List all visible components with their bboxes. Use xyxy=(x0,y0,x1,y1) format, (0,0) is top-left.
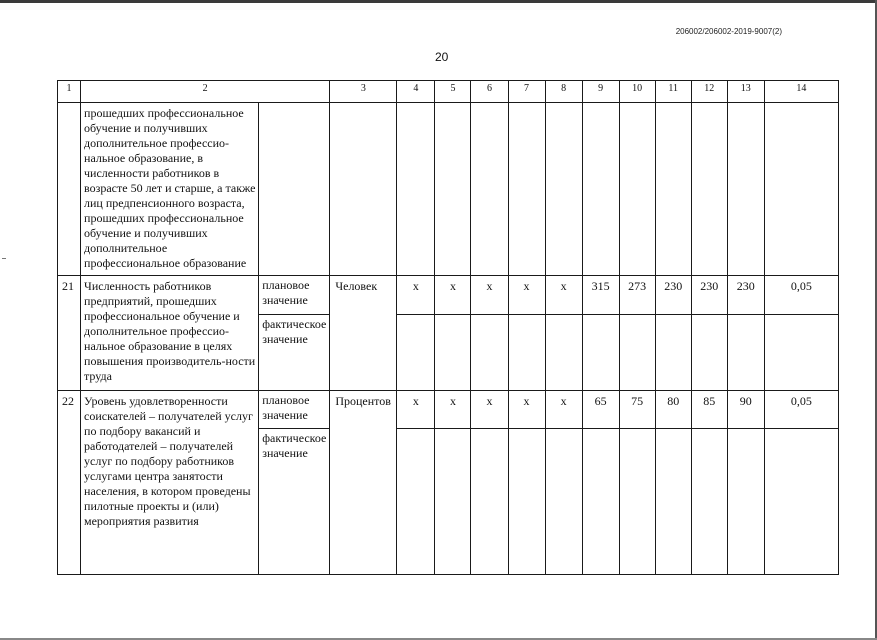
plan-value: х xyxy=(471,391,508,429)
plan-value: х xyxy=(435,276,471,315)
row-description: Уровень удовлетворенности соискателей – получателей услуг по подбору вакансий и работодателей – получателей услуг по подбору работников услугами центра занятости населения, в котором проведены пилотные проекты и (или) мероприятия развития xyxy=(81,391,259,575)
continuation-description: прошедших профессиональное обучение и получивших дополнительное профессио-нальное образование, в численности работников в возрасте 50 лет и старше, а также лиц предпенсионного возраста, прошедших профессиональное обучение и получивших дополнительное профессиональное образование xyxy=(81,103,259,276)
plan-value: х xyxy=(508,391,545,429)
column-number: 12 xyxy=(691,81,727,103)
plan-label: плановое значение xyxy=(259,391,330,429)
plan-value: 273 xyxy=(619,276,655,315)
plan-value: 230 xyxy=(691,276,727,315)
column-number: 14 xyxy=(764,81,838,103)
column-number: 3 xyxy=(330,81,397,103)
table-row xyxy=(58,276,839,315)
margin-mark xyxy=(2,258,6,259)
plan-label: плановое значение xyxy=(259,276,330,315)
column-number: 13 xyxy=(727,81,764,103)
fact-label: фактическое значение xyxy=(259,429,330,575)
column-number: 10 xyxy=(619,81,655,103)
plan-value: х xyxy=(545,276,582,315)
plan-value: х xyxy=(545,391,582,429)
plan-value: х xyxy=(397,391,435,429)
column-number-row xyxy=(58,81,839,103)
row-number-cell xyxy=(58,103,81,276)
page-number: 20 xyxy=(435,50,449,64)
table-row xyxy=(58,391,839,429)
column-number: 9 xyxy=(582,81,619,103)
column-number: 8 xyxy=(545,81,582,103)
unit-cell xyxy=(330,103,397,276)
document-id: 206002/206002-2019-9007(2) xyxy=(675,27,782,36)
unit-label: Процентов xyxy=(330,391,397,575)
plan-value: 90 xyxy=(727,391,764,429)
column-number: 2 xyxy=(81,81,330,103)
plan-value: х xyxy=(508,276,545,315)
row-number: 21 xyxy=(58,276,81,391)
plan-value: 85 xyxy=(691,391,727,429)
continuation-row xyxy=(58,103,839,276)
column-number: 4 xyxy=(397,81,435,103)
kind-cell xyxy=(259,103,330,276)
plan-value: х xyxy=(435,391,471,429)
column-number: 11 xyxy=(655,81,691,103)
scan-edge-top xyxy=(0,0,877,3)
plan-value: 315 xyxy=(582,276,619,315)
plan-value: 0,05 xyxy=(764,391,838,429)
plan-value: 230 xyxy=(727,276,764,315)
row-description: Численность работников предприятий, прошедших профессиональное обучение и дополнительное профессио-нальное образование в целях повышения производитель-ности труда xyxy=(81,276,259,391)
plan-value: х xyxy=(397,276,435,315)
unit-label: Человек xyxy=(330,276,397,391)
column-number: 5 xyxy=(435,81,471,103)
plan-value: х xyxy=(471,276,508,315)
row-number: 22 xyxy=(58,391,81,575)
plan-value: 75 xyxy=(619,391,655,429)
plan-value: 0,05 xyxy=(764,276,838,315)
plan-value: 80 xyxy=(655,391,691,429)
fact-label: фактическое значение xyxy=(259,315,330,391)
column-number: 6 xyxy=(471,81,508,103)
column-number: 7 xyxy=(508,81,545,103)
indicators-table xyxy=(57,80,839,575)
column-number: 1 xyxy=(58,81,81,103)
plan-value: 230 xyxy=(655,276,691,315)
plan-value: 65 xyxy=(582,391,619,429)
